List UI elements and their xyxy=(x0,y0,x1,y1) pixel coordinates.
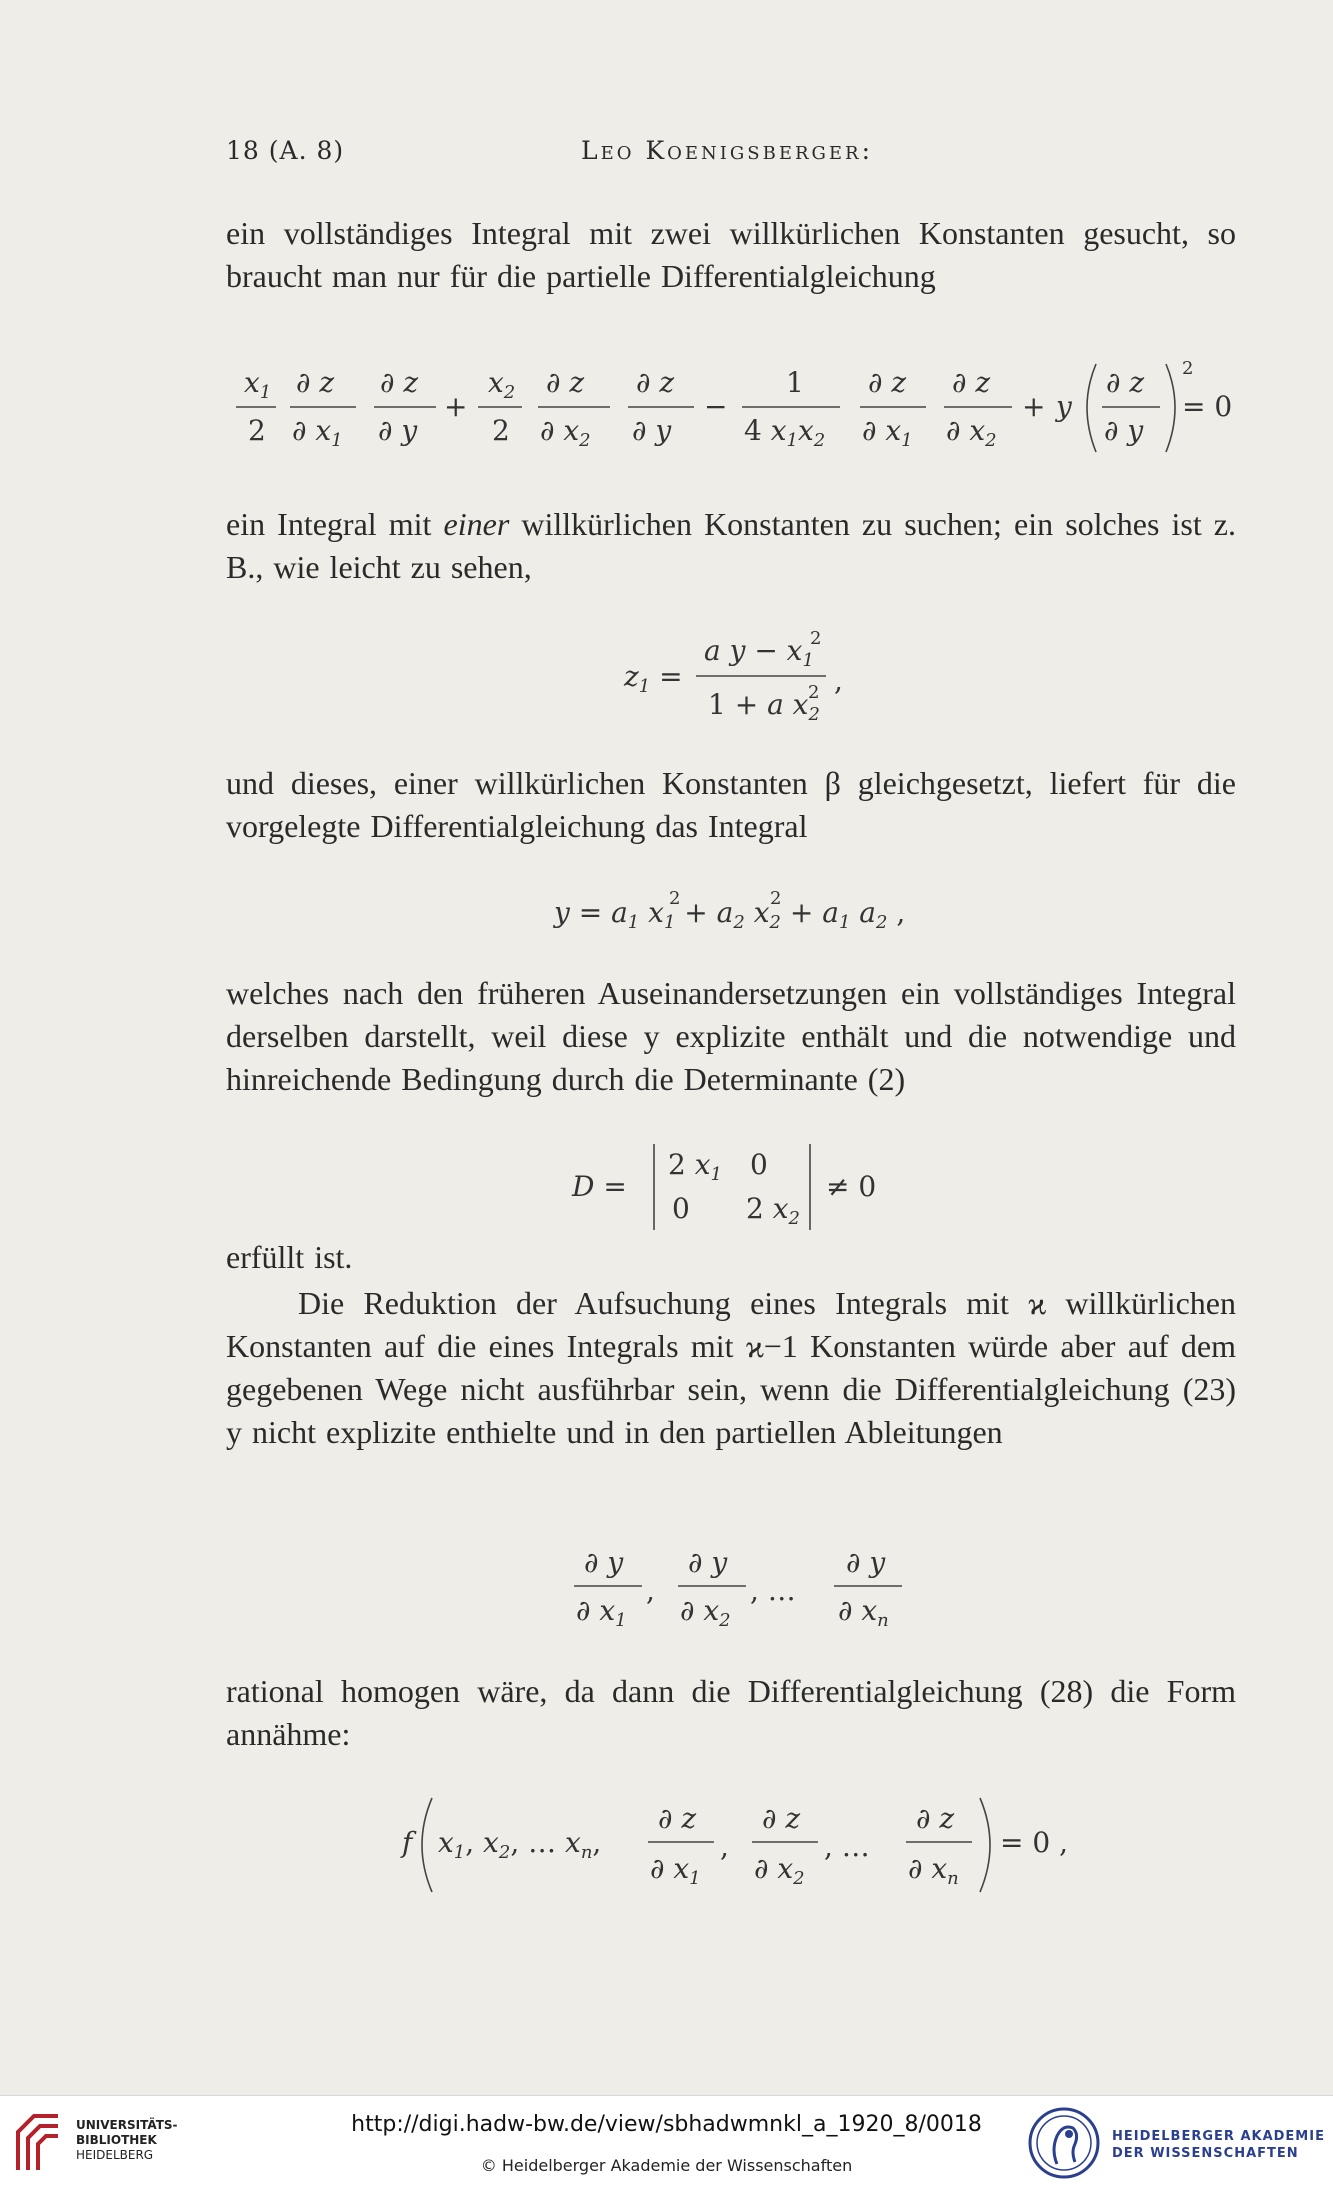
academy-line-1: HEIDELBERGER AKADEMIE xyxy=(1112,2129,1325,2144)
svg-text:∂ z: ∂ z xyxy=(636,366,675,399)
svg-text:+: + xyxy=(444,390,468,423)
svg-text:4 x1x2: 4 $x_1x_2$ xyxy=(744,414,826,451)
svg-text:x1: $x_1$ xyxy=(244,366,272,403)
svg-text:∂ xn: ∂ $x_n$ xyxy=(838,1594,889,1631)
svg-text:∂ z: ∂ z xyxy=(762,1802,801,1835)
formula-z1-svg xyxy=(226,620,1236,730)
svg-text:∂ y: ∂ y xyxy=(688,1546,728,1579)
svg-text:2: 2 xyxy=(770,888,782,909)
formula-z1 xyxy=(226,620,1236,730)
svg-text:∂ z: ∂ z xyxy=(916,1802,955,1835)
academy-name xyxy=(1112,2128,1325,2162)
svg-text:∂ x2: ∂ $x_2$ xyxy=(754,1852,805,1889)
svg-text:∂ y: ∂ y xyxy=(1104,414,1144,447)
svg-text:2 x1: 2 $x_1$ xyxy=(668,1148,722,1185)
svg-text:,: , xyxy=(720,1830,729,1863)
svg-text:2: 2 xyxy=(669,888,681,909)
svg-text:∂ z: ∂ z xyxy=(952,366,991,399)
svg-text:∂ z: ∂ z xyxy=(1106,366,1145,399)
svg-text:= 0: = 0 xyxy=(1182,390,1233,423)
ub-line-3: HEIDELBERG xyxy=(76,2148,154,2162)
svg-text:−: − xyxy=(704,390,728,423)
svg-text:∂ x2: ∂ $x_2$ xyxy=(680,1594,731,1631)
ub-line-2: BIBLIOTHEK xyxy=(76,2133,157,2147)
svg-text:f: f xyxy=(402,1826,413,1859)
svg-text:x1, x2, … xn,: $x_1$, $x_2$, … $x_n$, xyxy=(438,1826,602,1863)
svg-text:,: , xyxy=(646,1574,655,1607)
svg-text:∂ x1: ∂ $x_1$ xyxy=(292,414,343,451)
svg-text:+: + xyxy=(1022,390,1046,423)
page-number: 18 (A. 8) xyxy=(226,136,345,165)
svg-text:∂ x2: ∂ $x_2$ xyxy=(946,414,997,451)
formula-y-svg xyxy=(226,882,1236,942)
formula-y xyxy=(226,882,1236,942)
svg-text:∂ x2: ∂ $x_2$ xyxy=(540,414,591,451)
paragraph-7: rational homogen wäre, da dann die Differentialgleichung (28) die Form annähme: xyxy=(226,1673,1236,1752)
svg-text:2: 2 xyxy=(248,414,266,447)
formula-partials-y xyxy=(226,1534,1236,1634)
svg-text:∂ z: ∂ z xyxy=(380,366,419,399)
svg-text:∂ y: ∂ y xyxy=(632,414,672,447)
paragraph-6: Die Reduktion der Aufsuchung eines Integrals mit ϰ willkürlichen Konstanten auf die eines Integrals mit ϰ−1 Konstanten würde aber auf dem gegebenen Wege nicht ausführbar sein, wenn die Differentialgleichung (23) y nicht explizite enthielte und in den partiellen Ableitungen xyxy=(226,1285,1236,1450)
svg-text:, …: , … xyxy=(824,1830,870,1863)
paragraph-3: und dieses, einer willkürlichen Konstanten β gleichgesetzt, liefert für die vorgelegte Differentialgleichung das Integral xyxy=(226,765,1236,844)
svg-text:D =: D = xyxy=(572,1170,627,1203)
svg-text:∂ y: ∂ y xyxy=(378,414,418,447)
paragraph-2-emphasis: einer xyxy=(443,506,510,542)
paragraph-5: erfüllt ist. xyxy=(226,1239,353,1275)
svg-text:a y − x1: a $y - x_1$ xyxy=(704,634,814,671)
formula-f xyxy=(226,1790,1236,1900)
svg-text:∂ y: ∂ y xyxy=(584,1546,624,1579)
formula-determinant-svg xyxy=(226,1138,1236,1234)
paragraph-1: ein vollständiges Integral mit zwei willkürlichen Konstanten gesucht, so braucht man nur für die partielle Differentialgleichung xyxy=(226,215,1236,294)
svg-text:z1 =: $z_1$ = xyxy=(624,660,683,697)
formula-pde-svg xyxy=(226,352,1236,472)
permalink[interactable]: http://digi.hadw-bw.de/view/sbhadwmnkl_a_1920_8/0018 xyxy=(351,2112,982,2137)
svg-text:2 x2: 2 $x_2$ xyxy=(746,1192,800,1229)
svg-text:≠ 0: ≠ 0 xyxy=(826,1170,877,1203)
copyright-notice: © Heidelberger Akademie der Wissenschaften xyxy=(480,2156,853,2175)
svg-text:= 0 ,: = 0 , xyxy=(1000,1826,1068,1859)
svg-text:∂ x1: ∂ $x_1$ xyxy=(576,1594,627,1631)
svg-text:y: y xyxy=(1056,390,1072,423)
ub-line-1: UNIVERSITÄTS- xyxy=(76,2118,178,2132)
svg-text:0: 0 xyxy=(750,1148,768,1181)
svg-text:,: , xyxy=(834,664,843,697)
svg-text:0: 0 xyxy=(672,1192,690,1225)
svg-text:∂ xn: ∂ $x_n$ xyxy=(908,1852,959,1889)
formula-pde xyxy=(226,352,1236,472)
svg-text:∂ z: ∂ z xyxy=(658,1802,697,1835)
paragraph-2 xyxy=(226,503,1236,589)
running-head-author: Leo Koenigsberger: xyxy=(581,136,874,165)
paragraph-4: welches nach den früheren Auseinandersetzungen ein vollständiges Integral derselben darstellt, weil diese y explizite enthält und die notwendige und hinreichende Bedingung durch die Determinante (2) xyxy=(226,975,1236,1097)
digitization-footer xyxy=(0,2095,1333,2192)
svg-text:, …: , … xyxy=(750,1574,796,1607)
svg-text:∂ y: ∂ y xyxy=(846,1546,886,1579)
paragraph-2-start: ein Integral mit xyxy=(226,506,444,542)
svg-text:∂ x1: ∂ $x_1$ xyxy=(862,414,913,451)
svg-text:y = a1 x1 + a2 x2 + a1 a2 ,: $y = a_1$ $x_1 + a_2$ $x_2 + a_1$ $a_2$ , xyxy=(554,896,906,933)
formula-partials-y-svg xyxy=(226,1534,1236,1634)
formula-f-svg xyxy=(226,1790,1236,1900)
formula-determinant xyxy=(226,1138,1236,1234)
svg-text:2: 2 xyxy=(1182,358,1194,379)
svg-text:∂ z: ∂ z xyxy=(868,366,907,399)
svg-text:2: 2 xyxy=(492,414,510,447)
svg-text:1: 1 xyxy=(786,366,804,399)
svg-text:x2: $x_2$ xyxy=(488,366,516,403)
svg-text:1 + a x2: 1 + a $x_2$ xyxy=(708,688,820,725)
paragraph-2-end: willkürlichen Konstanten zu suchen; ein solches ist z. B., wie leicht zu sehen, xyxy=(226,506,1237,585)
svg-text:2: 2 xyxy=(810,628,822,649)
svg-text:∂ z: ∂ z xyxy=(546,366,585,399)
svg-text:∂ x1: ∂ $x_1$ xyxy=(650,1852,701,1889)
academy-line-2: DER WISSENSCHAFTEN xyxy=(1112,2146,1299,2161)
svg-text:∂ z: ∂ z xyxy=(296,366,335,399)
academy-seal-icon xyxy=(1027,2106,1101,2180)
svg-text:2: 2 xyxy=(808,682,820,703)
